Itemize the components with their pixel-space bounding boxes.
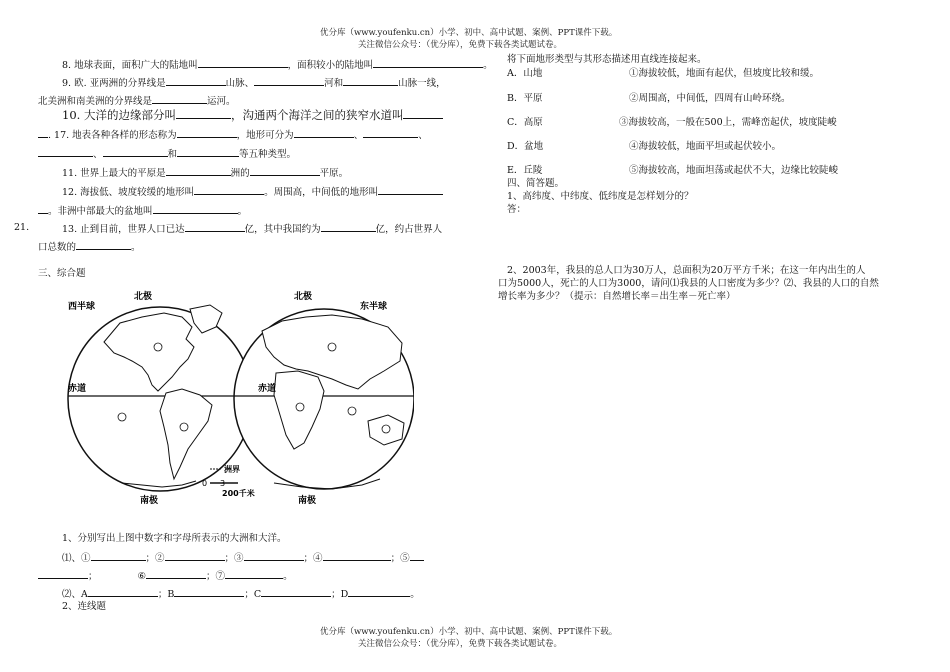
- short-answer-q2-line3: 增长率为多少？（提示：自然增长率＝出生率－死亡率）: [498, 291, 736, 302]
- answer-blank[interactable]: [250, 166, 320, 176]
- q8-text-b: ，面积较小的陆地叫: [287, 60, 374, 71]
- question-17-cont: [38, 147, 296, 160]
- question-11: [62, 166, 348, 179]
- answer-blank[interactable]: [254, 76, 324, 86]
- sq2-b: ；B: [157, 589, 175, 600]
- answer-blank[interactable]: [38, 569, 88, 579]
- sub-question-2-link: 2、连线题: [62, 601, 107, 612]
- q13-text-e: 。: [131, 242, 141, 253]
- question-13: [62, 222, 442, 235]
- sq2-end: 。: [410, 589, 420, 600]
- sq1-7: ；⑦: [206, 571, 226, 582]
- link-row-desc: ②周围高，中间低，四周有山岭环绕。: [629, 93, 791, 104]
- answer-blank[interactable]: [91, 551, 146, 561]
- sq1-1: ⑴、①: [62, 553, 91, 564]
- sq2-a: ⑵、A: [62, 589, 88, 600]
- answer-blank[interactable]: [76, 240, 131, 250]
- answer-blank[interactable]: [403, 109, 443, 119]
- link-row-desc: ⑤海拔较高，地面坦荡或起伏不大，边缘比较陡峻: [629, 165, 839, 176]
- link-row-desc: ③海拔较高，一般在500上，需峰峦起伏，坡度陡峻: [619, 117, 837, 128]
- q10-cont-blank: [38, 128, 428, 141]
- section-3-title: 三、综合题: [38, 268, 86, 279]
- answer-blank[interactable]: [225, 569, 283, 579]
- sub-question-1: 1、分别写出上图中数字和字母所表示的大洲和大洋。: [62, 533, 287, 544]
- sub-question-1-part1: [62, 551, 424, 564]
- sq1-end: 。: [283, 571, 293, 582]
- west-hemisphere-label: 西半球: [68, 302, 96, 312]
- north-pole-east-label: 北极: [294, 292, 313, 302]
- answer-blank[interactable]: [323, 551, 391, 561]
- scale-km: 200千米: [222, 489, 255, 498]
- sq1-3: ；③: [224, 553, 244, 564]
- answer-blank[interactable]: [177, 147, 239, 157]
- q9-text-b: 山脉、: [225, 78, 255, 89]
- q10-text-a: 10. 大洋的边缘部分叫: [62, 108, 176, 122]
- south-pole-east-label: 南极: [298, 496, 317, 506]
- answer-blank[interactable]: [410, 551, 424, 561]
- sq1-4: ；④: [303, 553, 323, 564]
- answer-blank[interactable]: [146, 569, 206, 579]
- q13-text-b: 亿，其中我国约为: [244, 224, 321, 235]
- q11-text-b: 洲的: [230, 168, 250, 179]
- answer-blank[interactable]: [38, 204, 48, 214]
- page-footer-line2: 关注微信公众号：（优分库），免费下载各类试题试卷。: [358, 639, 563, 649]
- scale-zero: 0: [202, 479, 208, 488]
- q17-text-a: . 17. 地表各种各样的形态称为: [48, 130, 177, 141]
- answer-blank[interactable]: [176, 109, 231, 119]
- link-intro: 将下面地形类型与其形态描述用直线连接起来。: [507, 54, 707, 65]
- answer-blank[interactable]: [343, 76, 398, 86]
- answer-blank[interactable]: [261, 587, 331, 597]
- answer-blank[interactable]: [165, 551, 225, 561]
- answer-blank[interactable]: [153, 204, 238, 214]
- answer-blank[interactable]: [198, 58, 288, 68]
- q11-text-a: 11. 世界上最大的平原是: [62, 168, 166, 179]
- answer-blank[interactable]: [166, 166, 231, 176]
- page-footer-line1: 优分库（www.youfenku.cn）小学、初中、高中试题、案例、PPT课件下载。: [320, 627, 618, 637]
- link-row-type: D．盆地: [507, 141, 544, 152]
- q10-text-b: ，沟通两个海洋之间的狭窄水道叫: [230, 108, 404, 122]
- answer-blank[interactable]: [177, 128, 237, 138]
- section-4-title: 四、简答题。: [507, 178, 565, 189]
- link-row-type: E．丘陵: [507, 165, 543, 176]
- link-row-type: A．山地: [507, 68, 543, 79]
- answer-blank[interactable]: [174, 587, 244, 597]
- sq1-6: ⑥: [137, 571, 147, 582]
- east-hemisphere-label: 东半球: [360, 302, 388, 312]
- answer-blank[interactable]: [373, 58, 483, 68]
- q8-text-c: 。: [483, 60, 493, 71]
- q12-text-a: 12. 海拔低、坡度较缓的地形叫: [62, 187, 195, 198]
- answer-blank[interactable]: [103, 147, 168, 157]
- sq1-semi: ；: [88, 571, 98, 582]
- q9-text-a: 9. 欧. 亚两洲的分界线是: [62, 78, 166, 89]
- answer-blank[interactable]: [38, 147, 93, 157]
- answer-blank[interactable]: [363, 128, 418, 138]
- q12-text-d: 。: [237, 206, 248, 217]
- link-row-type: B．平原: [507, 93, 543, 104]
- answer-blank[interactable]: [348, 587, 410, 597]
- q17-text-d: 、: [418, 130, 428, 141]
- scale-three: 3: [220, 479, 226, 488]
- legend-border-label: 洲界: [224, 465, 240, 474]
- answer-blank[interactable]: [166, 76, 226, 86]
- short-answer-q1-answer-label: 答：: [507, 204, 527, 215]
- q17-text-b: ，地形可分为: [236, 130, 294, 141]
- q13-text-a: 13. 止到目前，世界人口已达: [62, 224, 185, 235]
- q13-text-d: 口总数的: [38, 242, 77, 253]
- link-row-desc: ①海拔较低，地面有起伏，但坡度比较和缓。: [629, 68, 820, 79]
- question-9-cont: [38, 94, 236, 107]
- answer-blank[interactable]: [185, 222, 245, 232]
- question-12: [62, 185, 443, 198]
- q9-text-c: 河和: [324, 78, 344, 89]
- q12-text-c: 。非洲中部最大的盆地叫: [48, 206, 153, 217]
- q9-text-f: 运河。: [207, 96, 236, 107]
- north-pole-west-label: 北极: [134, 292, 153, 302]
- sq2-c: ；C: [244, 589, 262, 600]
- answer-blank[interactable]: [38, 128, 48, 138]
- world-map: [62, 287, 414, 511]
- q12-text-b: 。周围高，中间低的地形叫: [264, 187, 379, 198]
- equator-east-label: 赤道: [258, 384, 277, 394]
- equator-west-label: 赤道: [68, 384, 87, 394]
- answer-blank[interactable]: [321, 222, 376, 232]
- sq1-2: ；②: [145, 553, 165, 564]
- q17-sep: 、: [93, 149, 103, 160]
- q17-text-c: 、: [353, 130, 364, 141]
- question-10: [62, 109, 443, 123]
- south-pole-west-label: 南极: [140, 496, 159, 506]
- q11-text-c: 平原。: [319, 168, 349, 179]
- question-21-number: 21.: [14, 222, 30, 233]
- question-12-cont: [38, 204, 247, 217]
- q9-text-d: 山脉一线，: [398, 78, 446, 89]
- question-8: [62, 58, 493, 71]
- answer-blank[interactable]: [294, 128, 354, 138]
- q17-text-e: 和: [167, 149, 178, 160]
- short-answer-q2-line1: 2、2003年，我县的总人口为30万人，总面积为20万平方千米；在这一年内出生的人: [507, 265, 866, 276]
- page-header-line1: 优分库（www.youfenku.cn）小学、初中、高中试题、案例、PPT课件下载。: [320, 28, 618, 38]
- short-answer-q2-line2: 口为5000人，死亡的人口为3000，请问⑴我县的人口密度为多少？⑵、我县的人口的自然: [498, 278, 879, 289]
- link-row-desc: ④海拔较低，地面平坦或起伏较小。: [629, 141, 782, 152]
- q13-text-c: 亿，约占世界人: [375, 224, 443, 235]
- sub-question-1-part1-cont: [38, 569, 293, 582]
- sq2-d: ；D: [331, 589, 349, 600]
- question-9: [62, 76, 446, 89]
- q17-text-f: 等五种类型。: [239, 149, 297, 160]
- sq1-5: ；⑤: [390, 553, 410, 564]
- answer-blank[interactable]: [244, 551, 304, 561]
- page-header-line2: 关注微信公众号：（优分库），免费下载各类试题试卷。: [358, 40, 563, 50]
- question-13-cont: [38, 240, 141, 253]
- q8-text-a: 8. 地球表面，面积广大的陆地叫: [62, 60, 198, 71]
- q9-text-e: 北美洲和南美洲的分界线是: [38, 96, 153, 107]
- answer-blank[interactable]: [378, 185, 443, 195]
- answer-blank[interactable]: [152, 94, 207, 104]
- answer-blank[interactable]: [194, 185, 264, 195]
- sub-question-1-part2: [62, 587, 420, 600]
- answer-blank[interactable]: [88, 587, 158, 597]
- short-answer-q1: 1、高纬度、中纬度、低纬度是怎样划分的？: [507, 191, 694, 202]
- link-row-type: C．高原: [507, 117, 543, 128]
